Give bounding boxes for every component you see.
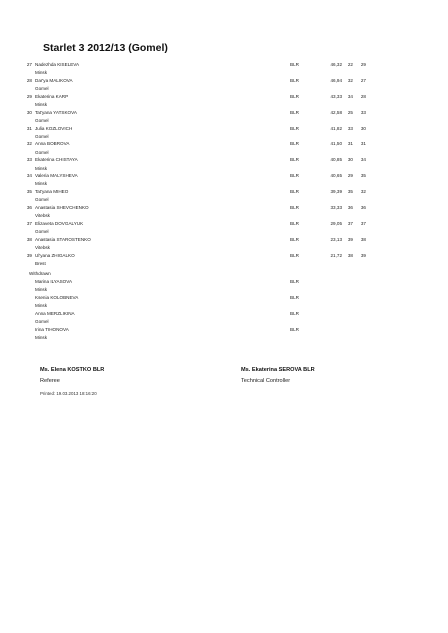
table-row — [0, 78, 448, 94]
skater-city: Vitebsk — [35, 244, 50, 250]
nation-cell: BLR — [290, 279, 299, 284]
nation-cell: BLR — [290, 189, 299, 195]
fs-place-cell: 32 — [360, 189, 366, 195]
skater-name: Ekaterina KARP — [35, 93, 69, 99]
skater-name: Dar'ya MALIKOVA — [35, 77, 73, 83]
skater-city: Minsk — [35, 303, 47, 309]
withdrawn-row — [0, 327, 448, 343]
nation-cell: BLR — [290, 173, 299, 179]
rank-cell: 31 — [26, 125, 32, 131]
technical-controller-role: Technical Controller — [241, 378, 291, 384]
score-cell: 46,32 — [330, 62, 342, 67]
rank-cell: 36 — [26, 205, 32, 211]
printed-timestamp: Printed: 19.03.2013 18:16:20 — [40, 391, 97, 396]
skater-name: Marina ILYASOVA — [35, 279, 73, 284]
sp-place-cell: 38 — [347, 252, 353, 258]
withdrawn-heading: Withdrawn — [29, 271, 51, 276]
sp-place-cell: 35 — [347, 189, 353, 195]
skater-name: Elizaveta DOVGALYUK — [35, 220, 84, 226]
rank-cell: 34 — [26, 173, 32, 179]
score-cell: 46,94 — [330, 77, 342, 83]
skater-name: Ul'yana ZHIGALKO — [35, 252, 75, 258]
score-cell: 43,33 — [330, 93, 342, 99]
sp-place-cell: 31 — [347, 141, 353, 147]
score-cell: 42,58 — [330, 109, 342, 115]
score-cell: 41,82 — [330, 125, 342, 131]
table-row — [0, 157, 448, 173]
skater-name: Tat'yana YATSKOVA — [35, 109, 77, 115]
sp-place-cell: 39 — [347, 236, 353, 242]
fs-place-cell: 38 — [360, 236, 366, 242]
skater-city: Vitebsk — [35, 213, 50, 219]
skater-city: Gomel — [35, 86, 49, 92]
score-cell: 21,72 — [330, 252, 342, 258]
nation-cell: BLR — [290, 310, 299, 316]
sp-place-cell: 29 — [347, 173, 353, 179]
fs-place-cell: 33 — [360, 109, 366, 115]
sp-place-cell: 36 — [347, 205, 353, 211]
score-cell: 39,39 — [330, 189, 342, 195]
nation-cell: BLR — [290, 93, 299, 99]
rank-cell: 29 — [26, 93, 32, 99]
skater-name: Ksenia KOLOBNEVA — [35, 294, 79, 300]
nation-cell: BLR — [290, 125, 299, 131]
referee-signature-block — [40, 367, 104, 384]
skater-name: Anna MERZLIKINA — [35, 310, 75, 316]
nation-cell: BLR — [290, 252, 299, 258]
table-row — [0, 189, 448, 205]
nation-cell: BLR — [290, 220, 299, 226]
fs-place-cell: 35 — [360, 173, 366, 179]
referee-role: Referee — [40, 378, 60, 384]
skater-city: Minsk — [35, 334, 47, 340]
withdrawn-row — [0, 279, 448, 295]
technical-controller-name: Ms. Ekaterina SEROVA BLR — [241, 367, 315, 373]
rank-cell: 33 — [26, 157, 32, 163]
skater-name: Ekaterina CHISTAYA — [35, 157, 78, 163]
results-table — [0, 62, 448, 269]
rank-cell: 38 — [26, 236, 32, 242]
table-row — [0, 173, 448, 189]
rank-cell: 27 — [26, 62, 32, 67]
sp-place-cell: 37 — [347, 220, 353, 226]
skater-city: Gomel — [35, 318, 49, 324]
table-row — [0, 221, 448, 237]
skater-city: Gomel — [35, 197, 49, 203]
nation-cell: BLR — [290, 109, 299, 115]
score-cell: 23,13 — [330, 236, 342, 242]
document-title: Starlet 3 2012/13 (Gomel) — [43, 42, 168, 54]
table-row — [0, 205, 448, 221]
fs-place-cell: 30 — [360, 125, 366, 131]
skater-name: Julia KOZLOVICH — [35, 125, 73, 131]
score-cell: 40,85 — [330, 157, 342, 163]
skater-name: Valeria MALYSHEVA — [35, 173, 78, 179]
fs-place-cell: 34 — [360, 157, 366, 163]
nation-cell: BLR — [290, 77, 299, 83]
rank-cell: 28 — [26, 77, 32, 83]
nation-cell: BLR — [290, 205, 299, 211]
score-cell: 41,50 — [330, 141, 342, 147]
nation-cell: BLR — [290, 236, 299, 242]
score-cell: 33,33 — [330, 205, 342, 211]
rank-cell: 37 — [26, 220, 32, 226]
table-row — [0, 237, 448, 253]
skater-city: Minsk — [35, 70, 47, 76]
withdrawn-row — [0, 295, 448, 311]
skater-city: Minsk — [35, 165, 47, 171]
table-row — [0, 141, 448, 157]
sp-place-cell: 30 — [347, 157, 353, 163]
skater-city: Gomel — [35, 117, 49, 123]
rank-cell: 32 — [26, 141, 32, 147]
rank-cell: 39 — [26, 252, 32, 258]
rank-cell: 35 — [26, 189, 32, 195]
rank-cell: 30 — [26, 109, 32, 115]
sp-place-cell: 32 — [347, 77, 353, 83]
skater-name: Anastasia STAROSTENKO — [35, 236, 91, 242]
nation-cell: BLR — [290, 62, 299, 67]
technical-controller-signature-block — [241, 367, 315, 384]
withdrawn-row — [0, 311, 448, 327]
skater-city: Gomel — [35, 149, 49, 155]
table-row — [0, 110, 448, 126]
sp-place-cell: 34 — [347, 93, 353, 99]
withdrawn-list — [0, 279, 448, 343]
table-row — [0, 62, 448, 78]
skater-name: Tat'yana MIHEO — [35, 189, 69, 195]
fs-place-cell: 31 — [360, 141, 366, 147]
sp-place-cell: 25 — [347, 109, 353, 115]
table-row — [0, 94, 448, 110]
score-cell: 40,65 — [330, 173, 342, 179]
skater-name: Anastasia SHEVCHENKO — [35, 205, 89, 211]
fs-place-cell: 36 — [360, 205, 366, 211]
fs-place-cell: 39 — [360, 252, 366, 258]
table-row — [0, 126, 448, 142]
skater-city: Gomel — [35, 133, 49, 139]
fs-place-cell: 37 — [360, 220, 366, 226]
skater-name: Irina TIHONOVA — [35, 326, 69, 332]
score-cell: 29,05 — [330, 220, 342, 226]
fs-place-cell: 28 — [360, 93, 366, 99]
skater-city: Minsk — [35, 181, 47, 187]
nation-cell: BLR — [290, 326, 299, 332]
skater-name: Anna BOBROVA — [35, 141, 70, 147]
fs-place-cell: 29 — [360, 62, 366, 67]
nation-cell: BLR — [290, 157, 299, 163]
skater-city: Minsk — [35, 287, 47, 293]
skater-name: Nadezhda KISELEVA — [35, 62, 80, 67]
sp-place-cell: 22 — [347, 62, 353, 67]
sp-place-cell: 33 — [347, 125, 353, 131]
skater-city: Minsk — [35, 101, 47, 107]
nation-cell: BLR — [290, 294, 299, 300]
nation-cell: BLR — [290, 141, 299, 147]
table-row — [0, 253, 448, 269]
skater-city: Gomel — [35, 229, 49, 235]
referee-name: Ms. Elena KOSTKO BLR — [40, 367, 105, 373]
skater-city: Brest — [35, 260, 46, 266]
fs-place-cell: 27 — [360, 77, 366, 83]
